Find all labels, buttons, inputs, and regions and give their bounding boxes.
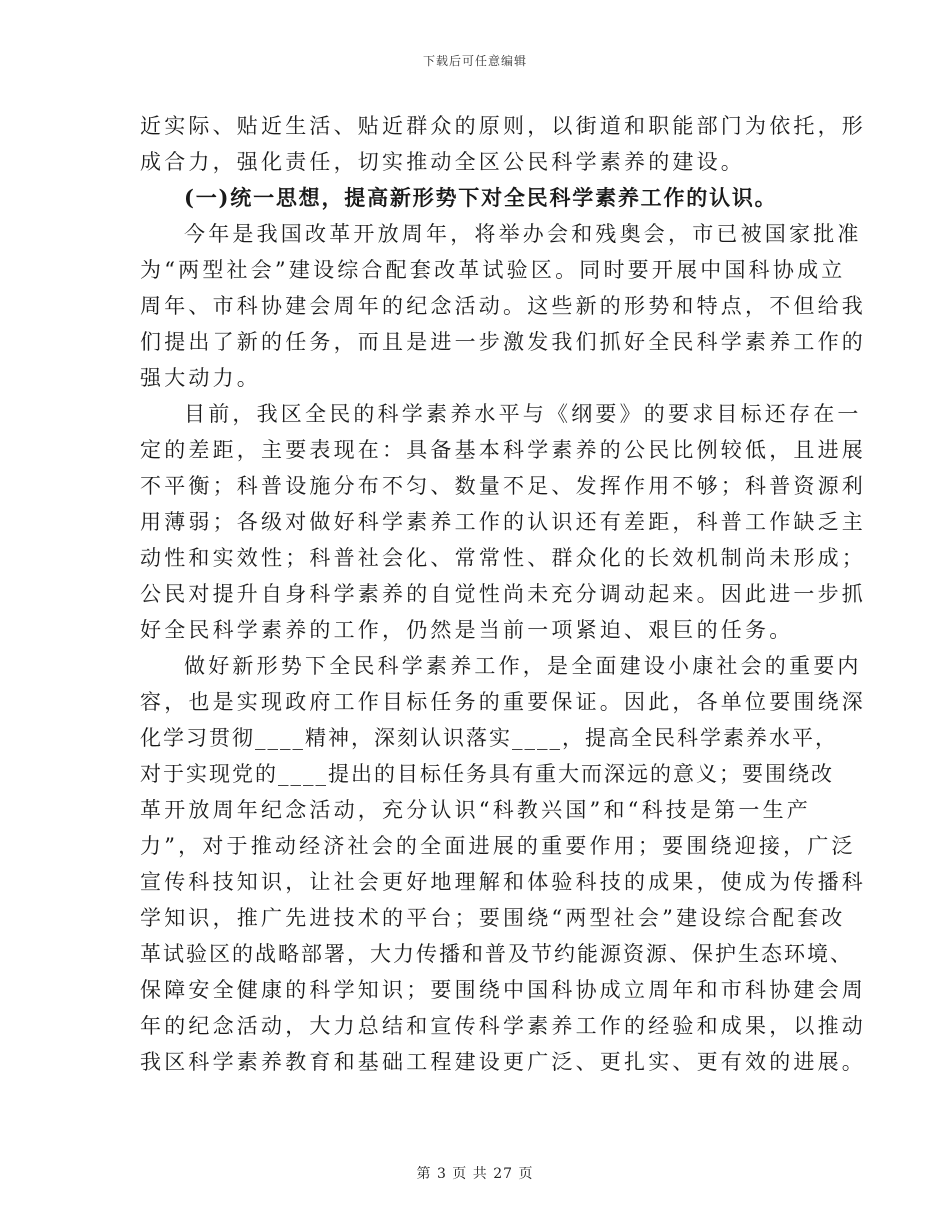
text-line: 强大动力。 bbox=[140, 366, 261, 390]
text-line: 学知识，推广先进技术的平台；要围绕“两型社会”建设综合配套改 bbox=[140, 906, 846, 930]
text-line: 我区科学素养教育和基础工程建设更广泛、更扎实、更有效的进展。 bbox=[140, 1050, 866, 1074]
text-line: 年的纪念活动，大力总结和宣传科学素养工作的经验和成果，以推动 bbox=[140, 1014, 866, 1038]
text-line: 成合力，强化责任，切实推动全区公民科学素养的建设。 bbox=[140, 150, 745, 174]
text-line: 革开放周年纪念活动，充分认识“科教兴国”和“科技是第一生产 bbox=[140, 798, 812, 822]
text-line: 容，也是实现政府工作目标任务的重要保证。因此，各单位要围绕深 bbox=[140, 690, 866, 714]
text-line: 为“两型社会”建设综合配套改革试验区。同时要开展中国科协成立 bbox=[140, 258, 846, 282]
text-line: 好全民科学素养的工作，仍然是当前一项紧迫、艰巨的任务。 bbox=[140, 618, 794, 642]
text-line: 不平衡；科普设施分布不匀、数量不足、发挥作用不够；科普资源利 bbox=[140, 474, 866, 498]
text-line: 近实际、贴近生活、贴近群众的原则，以街道和职能部门为依托，形 bbox=[140, 114, 866, 138]
text-line: 保障安全健康的科学知识；要围绕中国科协成立周年和市科协建会周 bbox=[140, 978, 866, 1002]
text-line: 公民对提升自身科学素养的自觉性尚未充分调动起来。因此进一步抓 bbox=[140, 582, 866, 606]
text-line: 力”，对于推动经济社会的全面进展的重要作用；要围绕迎接，广泛 bbox=[140, 834, 856, 858]
document-body bbox=[140, 108, 866, 1080]
text-line: 周年、市科协建会周年的纪念活动。这些新的形势和特点，不但给我 bbox=[140, 294, 866, 318]
text-line: 目前，我区全民的科学素养水平与《纲要》的要求目标还存在一 bbox=[184, 402, 862, 426]
text-line: 对于实现党的____提出的目标任务具有重大而深远的意义；要围绕改 bbox=[140, 762, 834, 786]
page-header: 下载后可任意编辑 bbox=[422, 54, 527, 68]
text-line: 革试验区的战略部署，大力传播和普及节约能源资源、保护生态环境、 bbox=[140, 942, 853, 966]
text-line: 化学习贯彻____精神，深刻认识落实____，提高全民科学素养水平， bbox=[140, 726, 838, 750]
text-line: 做好新形势下全民科学素养工作，是全面建设小康社会的重要内 bbox=[184, 654, 862, 678]
text-line: 们提出了新的任务，而且是进一步激发我们抓好全民科学素养工作的 bbox=[140, 330, 866, 354]
text-line: 今年是我国改革开放周年，将举办会和残奥会，市已被国家批准 bbox=[184, 222, 862, 246]
section-heading: (一)统一思想，提高新形势下对全民科学素养工作的认识。 bbox=[184, 185, 778, 210]
text-line: 宣传科技知识，让社会更好地理解和体验科技的成果，使成为传播科 bbox=[140, 870, 866, 894]
text-line: 定的差距，主要表现在：具备基本科学素养的公民比例较低，且进展 bbox=[140, 438, 866, 462]
page-number: 第 3 页 共 27 页 bbox=[416, 1166, 534, 1182]
text-line: 动性和实效性；科普社会化、常常性、群众化的长效机制尚未形成； bbox=[140, 546, 866, 570]
text-line: 用薄弱；各级对做好科学素养工作的认识还有差距，科普工作缺乏主 bbox=[140, 510, 866, 534]
